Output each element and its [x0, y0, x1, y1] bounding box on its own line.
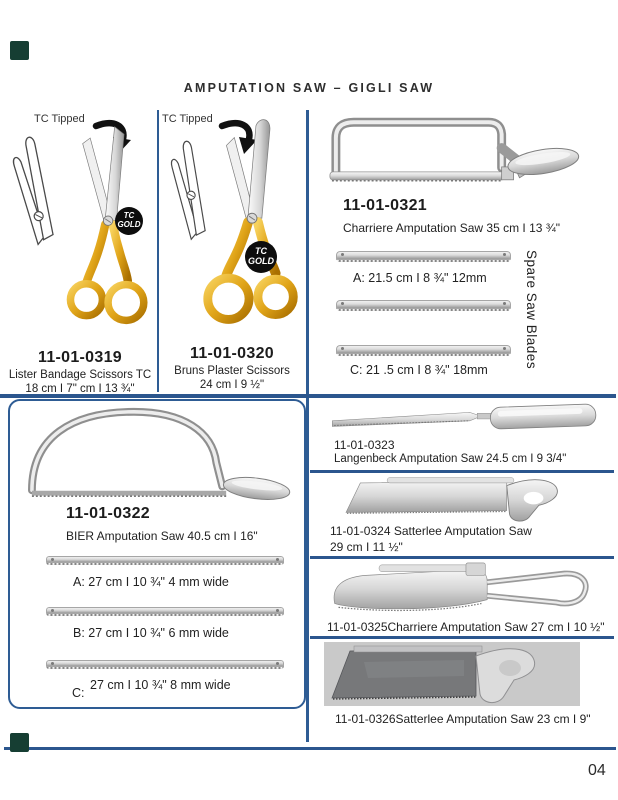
product-name-0324-line1: 11-01-0324 Satterlee Amputation Saw — [330, 524, 532, 538]
blade-c-label-0321: C: 21 .5 cm I 8 ¾" 18mm — [350, 363, 488, 377]
langenbeck-saw-illustration — [322, 402, 608, 434]
tc-tipped-label-0319: TC Tipped — [34, 113, 85, 125]
blade-b-label-0322: B: 27 cm I 10 ¾" 6 mm wide — [73, 626, 229, 640]
product-code-0321: 11-01-0321 — [343, 197, 427, 214]
blade-c-label-0322: 27 cm I 10 ¾" 8 mm wide — [90, 678, 231, 692]
gold-scissors-illustration — [62, 116, 156, 348]
product-name-0321: Charriere Amputation Saw 35 cm I 13 ¾" — [343, 221, 561, 235]
product-name-0322: BIER Amputation Saw 40.5 cm I 16" — [66, 529, 258, 543]
badge-text: GOLD — [248, 256, 274, 266]
page-title: AMPUTATION SAW – GIGLI SAW — [183, 81, 435, 95]
corner-square-bottom — [10, 733, 29, 752]
satterlee-saw-photo-illustration — [324, 642, 580, 706]
product-name-0323: Langenbeck Amputation Saw 24.5 cm I 9 3/4" — [334, 453, 567, 465]
divider-row-0325 — [310, 636, 614, 639]
badge-text: TC — [123, 211, 135, 221]
spare-saw-blades-label: Spare Saw Blades — [524, 250, 539, 370]
product-name: Bruns Plaster Scissors — [174, 365, 290, 377]
product-photo-0326 — [324, 642, 580, 706]
tc-gold-badge-0320 — [245, 241, 277, 273]
badge-text: TC — [255, 246, 267, 257]
spare-blade-bar-b — [336, 300, 511, 311]
page-number: 04 — [588, 762, 606, 779]
caption-0320 — [158, 344, 306, 393]
product-code-0323: 11-01-0323 — [334, 438, 395, 452]
product-code: 11-01-0319 — [38, 349, 122, 366]
divider-horizontal-bottom — [4, 747, 616, 750]
spare-blade-bar-a — [336, 251, 511, 262]
product-name-0326: 11-01-0326Satterlee Amputation Saw 23 cm I 9" — [335, 712, 591, 726]
charriere-saw-illustration — [322, 561, 608, 617]
product-size: 24 cm I 9 ½" — [199, 379, 265, 392]
spare-blade-bar-c — [336, 345, 511, 356]
gold-scissors-illustration — [202, 112, 304, 346]
tc-gold-badge-0319 — [115, 207, 143, 235]
product-name-0324-line2: 29 cm I 11 ½" — [330, 540, 403, 554]
saw-blade-bar-a — [46, 556, 284, 565]
bow-saw-illustration — [20, 402, 295, 505]
saw-blade-bar-c — [46, 660, 284, 669]
product-code-0322: 11-01-0322 — [66, 505, 150, 522]
tc-tipped-label-0320: TC Tipped — [162, 113, 213, 125]
corner-square-top — [10, 41, 29, 60]
divider-row-0323 — [310, 470, 614, 473]
product-name: Lister Bandage Scissors TC — [8, 369, 152, 381]
divider-vertical-center — [306, 110, 309, 742]
product-code: 11-01-0320 — [190, 345, 274, 362]
hacksaw-illustration — [320, 110, 588, 198]
badge-text: GOLD — [117, 220, 141, 229]
blade-c-prefix-0322: C: — [72, 686, 85, 700]
saw-blade-bar-b — [46, 607, 284, 616]
caption-0319 — [6, 348, 154, 397]
product-name-0325: 11-01-0325Charriere Amputation Saw 27 cm I 10 ½" — [327, 620, 605, 634]
product-size: 18 cm I 7" cm I 13 ¾" — [25, 383, 135, 396]
blade-a-label-0322: A: 27 cm I 10 ¾" 4 mm wide — [73, 575, 229, 589]
divider-row-0324 — [310, 556, 614, 559]
blade-a-label-0321: A: 21.5 cm I 8 ¾" 12mm — [353, 271, 487, 285]
satterlee-saw-illustration — [328, 474, 590, 524]
